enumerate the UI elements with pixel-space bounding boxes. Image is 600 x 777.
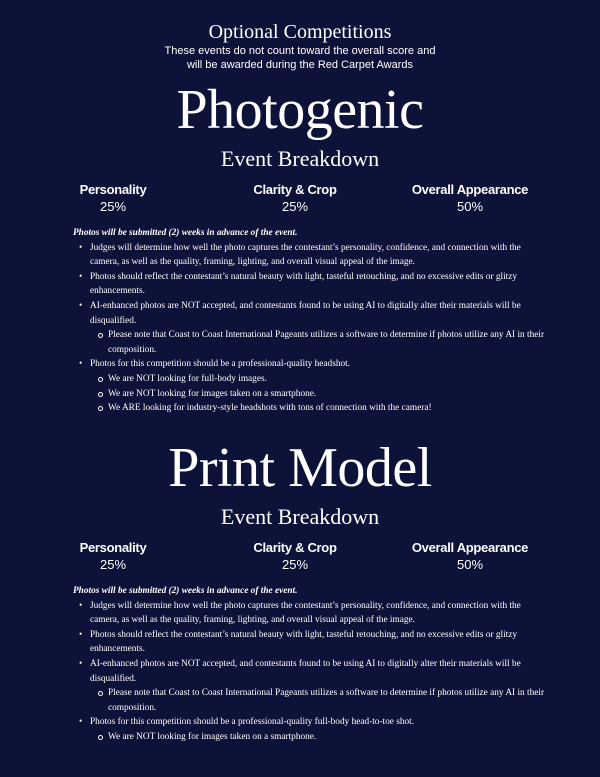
submission-note: Photos will be submitted (2) weeks in advance of the event. [73,228,298,238]
bullet-icon: • [79,271,83,282]
photogenic-heading: Photogenic [176,79,424,141]
metric-value: 25% [99,557,127,572]
circle-bullet-icon [98,392,103,397]
bullet-icon: • [79,242,83,253]
metric-clarity-crop [240,540,350,573]
list-item: • Judges will determine how well the photo captures the contestant’s personality, confidence, and connection with the camera, as well as the quality, framing, lighting, and overall visual appeal of the image. [79,600,521,626]
circle-bullet-icon [98,333,103,338]
circle-bullet-icon [98,406,103,411]
list-item: • Judges will determine how well the photo captures the contestant’s personality, confidence, and connection with the camera, as well as the quality, framing, lighting, and overall visual appeal of the image. [79,242,521,268]
metric-personality [58,182,168,215]
metric-value: 25% [281,557,309,572]
list-subitem: We are NOT looking for images taken on a smartphone. [75,387,545,402]
list-item: • AI-enhanced photos are NOT accepted, and contestants found to be using AI to digitally alter their materials will be disqualified. [79,658,521,684]
circle-bullet-icon [98,377,103,382]
list-item: • Photos should reflect the contestant’s natural beauty with light, tasteful retouching, and no excessive edits or glitzy enhancements. [79,271,518,297]
metric-value: 25% [281,199,309,214]
circle-bullet-icon [98,691,103,696]
bullet-icon: • [79,629,83,640]
subtitle-line-2: will be awarded during the Red Carpet Awards [186,59,414,71]
print-model-event-breakdown: Event Breakdown [220,504,380,529]
metric-overall-appearance [395,540,545,573]
rules-list [75,241,545,416]
bullet-icon: • [79,600,83,611]
metric-label: Clarity & Crop [253,540,337,555]
metric-label: Personality [79,540,147,555]
metric-clarity-crop [240,182,350,215]
list-item: • AI-enhanced photos are NOT accepted, and contestants found to be using AI to digitally alter their materials will be disqualified. [79,300,521,326]
page-title: Optional Competitions [208,21,392,43]
bullet-icon: • [79,300,83,311]
photogenic-details [75,226,545,416]
list-subitem: We are NOT looking for images taken on a smartphone. [75,730,545,745]
metric-value: 25% [99,199,127,214]
bullet-icon: • [79,658,83,669]
submission-note: Photos will be submitted (2) weeks in advance of the event. [73,586,298,596]
list-subitem: Please note that Coast to Coast International Pageants utilizes a software to determine if photos utilize any AI in their composition. [75,328,545,357]
photogenic-metrics [0,182,600,218]
list-item: • Photos for this competition should be a professional-quality full-body head-to-toe shot. [75,715,545,730]
circle-bullet-icon [98,735,103,740]
metric-value: 50% [456,199,484,214]
print-model-details [75,584,545,745]
list-item: • Photos for this competition should be a professional-quality headshot. [75,357,545,372]
metric-label: Personality [79,182,147,197]
list-item: • Photos should reflect the contestant’s natural beauty with light, tasteful retouching, and no excessive edits or glitzy enhancements. [79,629,518,655]
rules-list [75,599,545,745]
list-subitem: We are NOT looking for full-body images. [75,372,545,387]
metric-label: Overall Appearance [411,540,529,555]
print-model-heading: Print Model [168,437,432,499]
metric-personality [58,540,168,573]
metric-label: Clarity & Crop [253,182,337,197]
metric-value: 50% [456,557,484,572]
bullet-icon: • [79,717,83,728]
page-subtitle [0,44,600,72]
subtitle-line-1: These events do not count toward the overall score and [164,45,436,57]
metric-label: Overall Appearance [411,182,529,197]
list-subitem: Please note that Coast to Coast International Pageants utilizes a software to determine if photos utilize any AI in their composition. [75,686,545,715]
list-subitem: We ARE looking for industry-style headshots with tons of connection with the camera! [75,401,545,416]
metric-overall-appearance [395,182,545,215]
print-model-metrics [0,540,600,576]
bullet-icon: • [79,359,83,370]
photogenic-event-breakdown: Event Breakdown [220,146,380,171]
